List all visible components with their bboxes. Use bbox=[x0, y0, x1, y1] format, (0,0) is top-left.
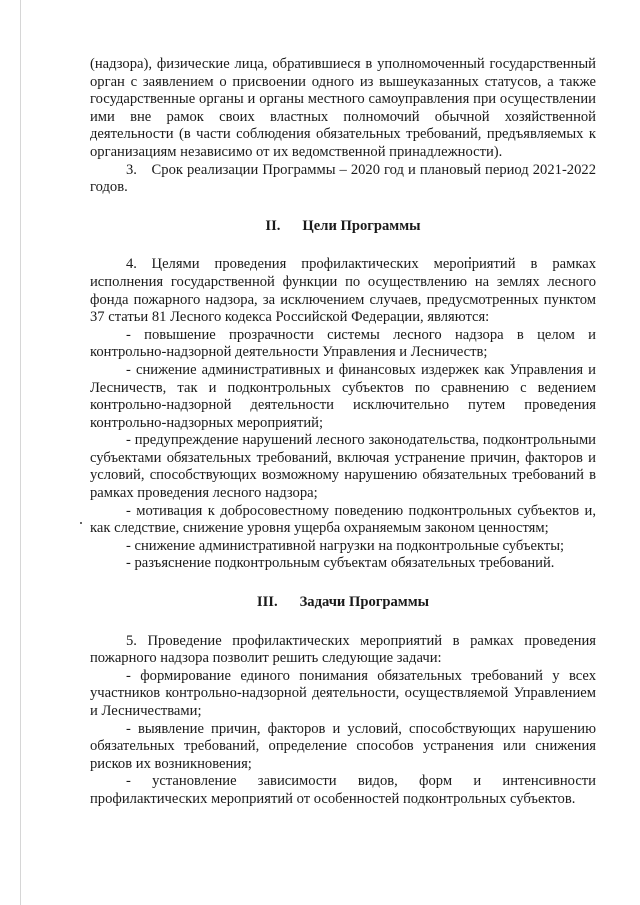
section-heading-tasks bbox=[90, 594, 596, 612]
section-number: II. bbox=[265, 217, 281, 234]
paragraph-item-3: 3. Срок реализации Программы – 2020 год и плановый период 2021-2022 годов. bbox=[90, 161, 596, 196]
list-item: - мотивация к добросовестному поведению подконтрольных субъектов и, как следствие, снижение уровня ущерба охраняемым законом ценностям; bbox=[90, 502, 596, 537]
list-item: - установление зависимости видов, форм и интенсивности профилактических мероприятий от особенностей подконтрольных субъектов. bbox=[90, 773, 596, 807]
list-item: - снижение административных и финансовых издержек как Управления и Лесничеств, так и подконтрольных субъектов по сравнению с ведением контрольно-надзорной деятельности исключительно путем проведения контрольно-надзорных мероприятий; bbox=[90, 361, 596, 431]
scan-speck bbox=[80, 522, 82, 524]
paragraph-item-4: 4. Целями проведения профилактических мероприятий в рамках исполнения государственной функции по осуществлению на землях лесного фонда пожарного надзора, за исключением случаев, предусмотренных пунктом 37 статьи 81 Лесного кодекса Российской Федерации, являются: bbox=[90, 256, 596, 326]
list-item: - выявление причин, факторов и условий, способствующих нарушению обязательных требований, определение способов устранения или снижения рисков их возникновения; bbox=[90, 720, 596, 772]
section-title: Задачи Программы bbox=[299, 594, 430, 611]
list-item: - снижение административной нагрузки на подконтрольные субъекты; bbox=[126, 537, 565, 554]
intro-paragraph: (надзора), физические лица, обратившиеся в уполномоченный государственный орган с заявлением о присвоении одного из вышеуказанных статусов, а также государственные органы и органы местного самоуправления при осуществлении ими вне рамок своих властных полномочий обычной хозяйственной деятельности (в части соблюдения обязательных требований, предъявляемых к организациям независимо от их ведомственной принадлежности). bbox=[90, 56, 596, 160]
scan-edge-line bbox=[20, 0, 21, 905]
section-number: III. bbox=[256, 594, 278, 611]
list-item: - предупреждение нарушений лесного законодательства, подконтрольными субъектами обязательных требований, включая устранение причин, факторов и условий, способствующих возможному нарушению обязательных требований в рамках проведения лесного надзора; bbox=[90, 432, 596, 502]
list-item: - повышение прозрачности системы лесного надзора в целом и контрольно-надзорной деятельности Управления и Лесничеств; bbox=[90, 326, 596, 361]
section-heading-goals bbox=[90, 218, 596, 236]
list-item: - разъяснение подконтрольным субъектам обязательных требований. bbox=[126, 555, 555, 572]
paragraph-item-5: 5. Проведение профилактических мероприятий в рамках проведения пожарного надзора позволит решить следующие задачи: bbox=[90, 632, 596, 667]
section-title: Цели Программы bbox=[302, 217, 421, 234]
list-item: - формирование единого понимания обязательных требований у всех участников контрольно-надзорной деятельности, осуществляемой Управлением и Лесничествами; bbox=[90, 667, 596, 719]
document-body bbox=[90, 56, 596, 809]
